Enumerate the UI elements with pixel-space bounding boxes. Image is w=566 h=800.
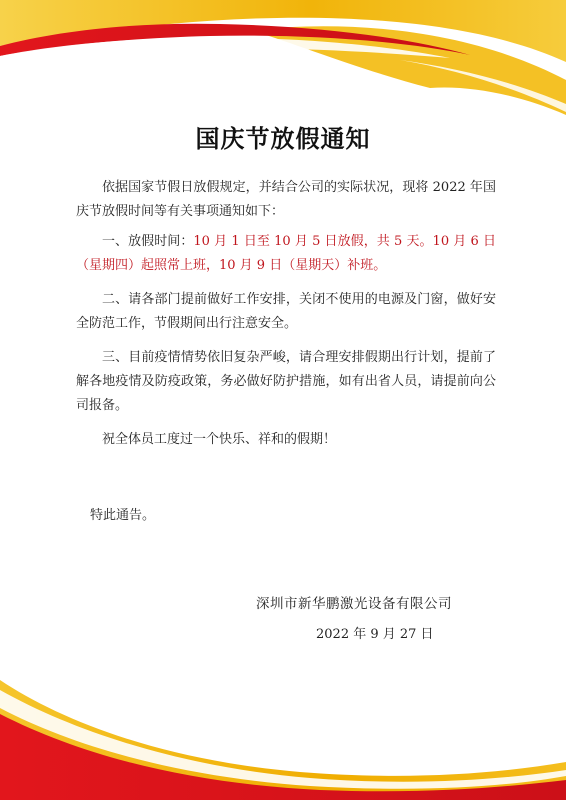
notice-body (76, 176, 496, 462)
top-wave-banner (0, 0, 566, 115)
notice-date: 2022 年 9 月 27 日 (316, 627, 434, 642)
item-holiday-time (76, 230, 496, 278)
wish-paragraph: 祝全体员工度过一个快乐、祥和的假期！ (102, 432, 337, 447)
item-work-arrangement: 二、请各部门提前做好工作安排，关闭不使用的电源及门窗，做好安全防范工作，节假期间出行注意安全。 (76, 292, 496, 331)
page-title: 国庆节放假通知 (195, 125, 371, 153)
closing-remark: 特此通告。 (90, 508, 156, 523)
item-holiday-time-detail: 10 月 1 日至 10 月 5 日放假，共 5 天。10 月 6 日（星期四）起照常上班，10 月 9 日（星期天）补班。 (76, 234, 496, 273)
item-epidemic-notice: 三、目前疫情情势依旧复杂严峻，请合理安排假期出行计划，提前了解各地疫情及防疫政策，务必做好防护措施，如有出省人员，请提前向公司报备。 (76, 350, 496, 413)
intro-paragraph: 依据国家节假日放假规定，并结合公司的实际状况，现将 2022 年国庆节放假时间等有关事项通知如下： (76, 180, 496, 219)
item-holiday-time-label: 一、放假时间： (102, 234, 194, 249)
bottom-wave-banner (0, 680, 566, 800)
company-signature: 深圳市新华鹏激光设备有限公司 (256, 596, 452, 612)
